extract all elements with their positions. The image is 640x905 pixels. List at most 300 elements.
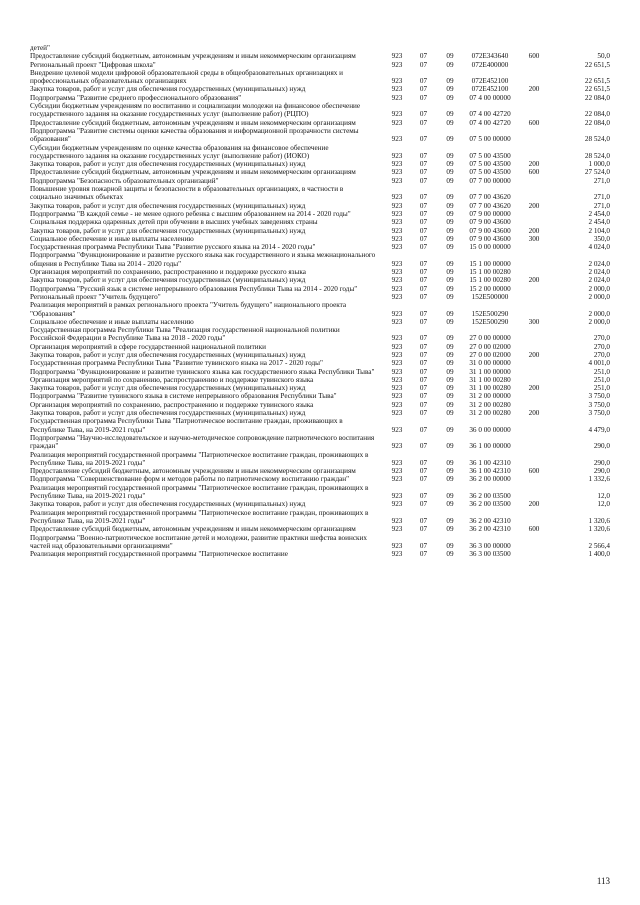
target-article-code: 36 2 00 00000	[469, 475, 511, 484]
section-code: 07	[419, 259, 428, 268]
subsection-code: 09	[446, 342, 454, 351]
section-code: 07	[419, 442, 428, 451]
amount: 22 651,5	[584, 77, 610, 86]
amount: 1 400,0	[588, 550, 610, 559]
target-article-code: 31 1 00 00280	[469, 375, 511, 384]
subsection-code: 09	[446, 400, 454, 409]
row-name: Подпрограмма "Научно-исследовательское и научно-методическое сопровождение патриотического воспитания граждан"	[30, 433, 375, 451]
subsection-code: 09	[446, 193, 454, 202]
row-name: Закупка товаров, работ и услуг для обеспечения государственных (муниципальных) нужд	[30, 160, 306, 169]
ministry-code: 923	[391, 359, 403, 368]
expense-type-code: 300	[528, 234, 540, 243]
expense-type-code: 600	[528, 467, 540, 476]
subsection-code: 09	[446, 541, 454, 550]
target-article-code: 36 2 00 42310	[469, 525, 511, 534]
table-row	[30, 525, 610, 533]
row-name: Подпрограмма "Русский язык в системе непрерывного образования Республики Тыва на 2014 - 2020 годы"	[30, 284, 358, 293]
amount: 2 104,0	[588, 226, 610, 235]
table-row	[30, 401, 610, 409]
target-article-code: 36 1 00 42310	[469, 467, 511, 476]
table-row	[30, 177, 610, 185]
table-row	[30, 144, 610, 161]
row-name: Предоставление субсидий бюджетным, автономным учреждениям и иным некоммерческим организациям	[30, 118, 356, 127]
table-row	[30, 268, 610, 276]
target-article-code: 07 9 00 43600	[469, 226, 511, 235]
subsection-code: 09	[446, 317, 454, 326]
row-name: Предоставление субсидий бюджетным, автономным учреждениям и иным некоммерческим организациям	[30, 525, 356, 534]
target-article-code: 27 0 00 02000	[469, 350, 511, 359]
section-code: 07	[419, 475, 428, 484]
expense-type-code: 200	[528, 350, 540, 359]
target-article-code: 07 5 00 43500	[469, 151, 511, 160]
target-article-code: 15 1 00 00000	[469, 259, 511, 268]
row-name: Предоставление субсидий бюджетным, автономным учреждениям и иным некоммерческим организациям	[30, 52, 356, 61]
subsection-code: 09	[446, 359, 454, 368]
ministry-code: 923	[391, 317, 403, 326]
ministry-code: 923	[391, 60, 403, 69]
subsection-code: 09	[446, 168, 454, 177]
row-name: Подпрограмма "В каждой семье - не менее одного ребенка с высшим образованием на 2014 - 2020 годы"	[30, 209, 351, 218]
subsection-code: 09	[446, 375, 454, 384]
subsection-code: 09	[446, 367, 454, 376]
target-article-code: 07 4 00 42720	[469, 110, 511, 119]
table-row	[30, 475, 610, 483]
subsection-code: 09	[446, 334, 454, 343]
subsection-code: 09	[446, 492, 454, 501]
expense-type-code: 200	[528, 85, 540, 94]
ministry-code: 923	[391, 425, 403, 434]
expense-type-code: 600	[528, 118, 540, 127]
table-row	[30, 293, 610, 301]
row-name: Государственная программа Республики Тыва "Реализация государственной национальной политики Российской Федерации в Республике Тыва на 2018 - 2020 годы"	[30, 326, 340, 343]
section-code: 07	[419, 93, 428, 102]
section-code: 07	[419, 375, 428, 384]
ministry-code: 923	[391, 292, 403, 301]
subsection-code: 09	[446, 85, 454, 94]
table-row	[30, 351, 610, 359]
ministry-code: 923	[391, 342, 403, 351]
target-article-code: 07 4 00 00000	[469, 93, 511, 102]
subsection-code: 09	[446, 160, 454, 169]
table-row	[30, 235, 610, 243]
section-code: 07	[419, 392, 428, 401]
ministry-code: 923	[391, 550, 403, 559]
row-name: Подпрограмма "Развитие среднего профессионального образования"	[30, 93, 242, 102]
amount: 251,0	[593, 375, 610, 384]
subsection-code: 09	[446, 384, 454, 393]
ministry-code: 923	[391, 110, 403, 119]
subsection-code: 09	[446, 209, 454, 218]
table-row	[30, 376, 610, 384]
section-code: 07	[419, 52, 428, 61]
row-name: Организация мероприятий по сохранению, распространению и поддержке тувинского языка	[30, 400, 314, 409]
table-row	[30, 69, 610, 86]
amount: 2 024,0	[588, 259, 610, 268]
subsection-code: 09	[446, 259, 454, 268]
subsection-code: 09	[446, 243, 454, 252]
amount: 4 479,0	[588, 425, 610, 434]
amount: 2 000,0	[588, 284, 610, 293]
section-code: 07	[419, 334, 428, 343]
ministry-code: 923	[391, 475, 403, 484]
table-row	[30, 467, 610, 475]
table-row	[30, 409, 610, 417]
subsection-code: 09	[446, 475, 454, 484]
amount: 271,0	[593, 176, 610, 185]
amount: 22 084,0	[584, 110, 610, 119]
section-code: 07	[419, 218, 428, 227]
section-code: 07	[419, 118, 428, 127]
subsection-code: 09	[446, 350, 454, 359]
ministry-code: 923	[391, 400, 403, 409]
amount: 2 566,4	[588, 541, 610, 550]
row-name: Закупка товаров, работ и услуг для обеспечения государственных (муниципальных) нужд	[30, 409, 306, 418]
amount: 290,0	[593, 442, 610, 451]
row-name: Региональный проект "Цифровая школа"	[30, 60, 156, 69]
amount: 12,0	[597, 492, 610, 501]
target-article-code: 152E500290	[471, 317, 509, 326]
expense-type-code: 200	[528, 201, 540, 210]
table-row	[30, 318, 610, 326]
table-row	[30, 359, 610, 367]
amount: 2 024,0	[588, 268, 610, 277]
row-name: Государственная программа Республики Тыва "Развитие тувинского языка на 2017 - 2020 годы"	[30, 359, 323, 368]
amount: 2 454,0	[588, 209, 610, 218]
section-code: 07	[419, 400, 428, 409]
ministry-code: 923	[391, 442, 403, 451]
ministry-code: 923	[391, 525, 403, 534]
row-name: детей"	[30, 44, 50, 52]
subsection-code: 09	[446, 292, 454, 301]
section-code: 07	[419, 425, 428, 434]
target-article-code: 07 9 00 43600	[469, 234, 511, 243]
ministry-code: 923	[391, 118, 403, 127]
target-article-code: 07 5 00 00000	[469, 135, 511, 144]
section-code: 07	[419, 516, 428, 525]
row-name: Подпрограмма "Развитие системы оценки качества образования и информационной прозрачности системы образования"	[30, 126, 359, 144]
subsection-code: 09	[446, 525, 454, 534]
row-name: Подпрограмма "Функционирование и развитие русского языка как государственного и языка межнационального общения в Республике Тыва на 2014 - 2020 годы"	[30, 251, 376, 268]
table-row	[30, 301, 610, 318]
table-row	[30, 102, 610, 119]
ministry-code: 923	[391, 85, 403, 94]
ministry-code: 923	[391, 193, 403, 202]
target-article-code: 36 2 00 03500	[469, 500, 511, 509]
amount: 2 000,0	[588, 309, 610, 318]
subsection-code: 09	[446, 467, 454, 476]
subsection-code: 09	[446, 458, 454, 467]
section-code: 07	[419, 525, 428, 534]
row-name: Региональный проект "Учитель будущего"	[30, 292, 161, 301]
section-code: 07	[419, 317, 428, 326]
table-row	[30, 500, 610, 508]
subsection-code: 09	[446, 226, 454, 235]
ministry-code: 923	[391, 268, 403, 277]
target-article-code: 072E400000	[471, 60, 509, 69]
section-code: 07	[419, 135, 428, 144]
subsection-code: 09	[446, 276, 454, 285]
row-name: Закупка товаров, работ и услуг для обеспечения государственных (муниципальных) нужд	[30, 276, 306, 285]
amount: 3 750,0	[588, 400, 610, 409]
table-row	[30, 484, 610, 501]
table-row	[30, 392, 610, 400]
ministry-code: 923	[391, 135, 403, 144]
ministry-code: 923	[391, 77, 403, 86]
target-article-code: 36 1 00 00000	[469, 442, 511, 451]
table-row	[30, 168, 610, 176]
ministry-code: 923	[391, 384, 403, 393]
section-code: 07	[419, 243, 428, 252]
amount: 270,0	[593, 350, 610, 359]
table-row	[30, 227, 610, 235]
target-article-code: 36 0 00 00000	[469, 425, 511, 434]
table-row	[30, 243, 610, 251]
amount: 350,0	[593, 234, 610, 243]
row-name: Закупка товаров, работ и услуг для обеспечения государственных (муниципальных) нужд	[30, 201, 306, 210]
subsection-code: 09	[446, 409, 454, 418]
row-name: Внедрение целевой модели цифровой образовательной среды в общеобразовательных организациях и профессиональных образовательных организациях	[30, 68, 343, 86]
section-code: 07	[419, 409, 428, 418]
amount: 22 651,5	[584, 60, 610, 69]
subsection-code: 09	[446, 60, 454, 69]
budget-table	[30, 44, 610, 558]
amount: 271,0	[593, 201, 610, 210]
amount: 4 001,0	[588, 359, 610, 368]
section-code: 07	[419, 209, 428, 218]
ministry-code: 923	[391, 176, 403, 185]
amount: 50,0	[597, 52, 610, 61]
row-name: Организация мероприятий в сфере государственной национальной политики	[30, 342, 266, 351]
table-row	[30, 384, 610, 392]
amount: 251,0	[593, 384, 610, 393]
subsection-code: 09	[446, 93, 454, 102]
target-article-code: 31 2 00 00280	[469, 400, 511, 409]
table-row	[30, 44, 610, 52]
section-code: 07	[419, 550, 428, 559]
ministry-code: 923	[391, 226, 403, 235]
row-name: Закупка товаров, работ и услуг для обеспечения государственных (муниципальных) нужд	[30, 350, 306, 359]
target-article-code: 07 5 00 43500	[469, 160, 511, 169]
target-article-code: 07 7 00 43620	[469, 193, 511, 202]
subsection-code: 09	[446, 201, 454, 210]
target-article-code: 36 2 00 03500	[469, 492, 511, 501]
row-name: Закупка товаров, работ и услуг для обеспечения государственных (муниципальных) нужд	[30, 226, 306, 235]
expense-type-code: 200	[528, 226, 540, 235]
table-row	[30, 160, 610, 168]
amount: 2 024,0	[588, 276, 610, 285]
row-name: Социальное обеспечение и иные выплаты населению	[30, 234, 194, 243]
subsection-code: 09	[446, 284, 454, 293]
row-name: Реализация мероприятий государственной программы "Патриотическое воспитание граждан, проживающих в Республике Тыва, на 2019-2021 годы"	[30, 508, 369, 525]
subsection-code: 09	[446, 77, 454, 86]
section-code: 07	[419, 151, 428, 160]
ministry-code: 923	[391, 209, 403, 218]
section-code: 07	[419, 359, 428, 368]
row-name: Закупка товаров, работ и услуг для обеспечения государственных (муниципальных) нужд	[30, 85, 306, 94]
amount: 251,0	[593, 367, 610, 376]
table-row	[30, 119, 610, 127]
row-name: Социальное обеспечение и иные выплаты населению	[30, 317, 194, 326]
amount: 270,0	[593, 334, 610, 343]
row-name: Реализация мероприятий государственной программы "Патриотическое воспитание граждан, проживающих в Республике Тыва, на 2019-2021 годы"	[30, 450, 369, 467]
subsection-code: 09	[446, 309, 454, 318]
row-name: Субсидии бюджетным учреждениям по оценке качества образования на финансовое обеспечение государственного задания на оказание государственных услуг (выполнение работ) (ИОКО)	[30, 143, 329, 160]
table-row	[30, 127, 610, 144]
subsection-code: 09	[446, 500, 454, 509]
amount: 1 000,0	[588, 160, 610, 169]
section-code: 07	[419, 292, 428, 301]
ministry-code: 923	[391, 276, 403, 285]
amount: 28 524,0	[584, 151, 610, 160]
ministry-code: 923	[391, 151, 403, 160]
target-article-code: 31 0 00 00000	[469, 359, 511, 368]
row-name: Реализация мероприятий государственной программы "Патриотическое воспитание граждан, проживающих в Республике Тыва, на 2019-2021 годы"	[30, 483, 369, 501]
amount: 290,0	[593, 458, 610, 467]
table-row	[30, 61, 610, 69]
ministry-code: 923	[391, 218, 403, 227]
amount: 3 750,0	[588, 392, 610, 401]
row-name: Подпрограмма "Функционирование и развитие тувинского языка как государственного языка Республики Тыва"	[30, 367, 375, 376]
target-article-code: 36 3 00 03500	[469, 550, 511, 559]
row-name: Подпрограмма "Совершенствование форм и методов работы по патриотическому воспитанию граждан"	[30, 475, 350, 484]
target-article-code: 15 1 00 00280	[469, 268, 511, 277]
amount: 271,0	[593, 193, 610, 202]
section-code: 07	[419, 350, 428, 359]
ministry-code: 923	[391, 234, 403, 243]
section-code: 07	[419, 492, 428, 501]
ministry-code: 923	[391, 500, 403, 509]
section-code: 07	[419, 201, 428, 210]
target-article-code: 152E500290	[471, 309, 509, 318]
row-name: Закупка товаров, работ и услуг для обеспечения государственных (муниципальных) нужд	[30, 384, 306, 393]
row-name: Государственная программа Республики Тыва "Патриотическое воспитание граждан, проживающих в Республике Тыва, на 2019-2021 годы"	[30, 417, 343, 434]
subsection-code: 09	[446, 135, 454, 144]
row-name: Закупка товаров, работ и услуг для обеспечения государственных (муниципальных) нужд	[30, 500, 306, 509]
target-article-code: 07 7 00 43620	[469, 201, 511, 210]
target-article-code: 31 1 00 00280	[469, 384, 511, 393]
ministry-code: 923	[391, 93, 403, 102]
row-name: Подпрограмма "Развитие тувинского языка в системе непрерывного образования Республики Тыва"	[30, 392, 337, 401]
row-name: Предоставление субсидий бюджетным, автономным учреждениям и иным некоммерческим организациям	[30, 467, 356, 476]
section-code: 07	[419, 268, 428, 277]
section-code: 07	[419, 342, 428, 351]
ministry-code: 923	[391, 492, 403, 501]
amount: 1 320,6	[588, 516, 610, 525]
section-code: 07	[419, 367, 428, 376]
section-code: 07	[419, 226, 428, 235]
subsection-code: 09	[446, 118, 454, 127]
subsection-code: 09	[446, 425, 454, 434]
ministry-code: 923	[391, 284, 403, 293]
amount: 2 000,0	[588, 317, 610, 326]
section-code: 07	[419, 160, 428, 169]
target-article-code: 072E452100	[471, 85, 509, 94]
table-row	[30, 85, 610, 93]
ministry-code: 923	[391, 458, 403, 467]
amount: 270,0	[593, 342, 610, 351]
expense-type-code: 200	[528, 409, 540, 418]
row-name: Предоставление субсидий бюджетным, автономным учреждениям и иным некоммерческим организациям	[30, 168, 356, 177]
target-article-code: 31 2 00 00000	[469, 392, 511, 401]
row-name: Подпрограмма "Безопасность образовательных организаций"	[30, 176, 219, 185]
target-article-code: 07 5 00 43500	[469, 168, 511, 177]
ministry-code: 923	[391, 467, 403, 476]
table-row	[30, 218, 610, 226]
table-row	[30, 52, 610, 60]
subsection-code: 09	[446, 550, 454, 559]
target-article-code: 15 1 00 00280	[469, 276, 511, 285]
table-row	[30, 285, 610, 293]
amount: 22 084,0	[584, 93, 610, 102]
ministry-code: 923	[391, 201, 403, 210]
expense-type-code: 300	[528, 317, 540, 326]
subsection-code: 09	[446, 268, 454, 277]
table-row	[30, 185, 610, 202]
row-name: Организация мероприятий по сохранению, распространению и поддержке русского языка	[30, 268, 306, 277]
ministry-code: 923	[391, 350, 403, 359]
subsection-code: 09	[446, 442, 454, 451]
table-row	[30, 210, 610, 218]
table-row	[30, 550, 610, 558]
expense-type-code: 600	[528, 525, 540, 534]
section-code: 07	[419, 309, 428, 318]
table-row	[30, 434, 610, 451]
ministry-code: 923	[391, 52, 403, 61]
subsection-code: 09	[446, 218, 454, 227]
table-row	[30, 326, 610, 343]
subsection-code: 09	[446, 392, 454, 401]
target-article-code: 07 4 00 42720	[469, 118, 511, 127]
expense-type-code: 200	[528, 160, 540, 169]
row-name: Реализация мероприятий государственной программы "Патриотическое воспитание	[30, 550, 288, 559]
amount: 27 524,0	[584, 168, 610, 177]
target-article-code: 072E452100	[471, 77, 509, 86]
section-code: 07	[419, 276, 428, 285]
row-name: Реализация мероприятий в рамках регионального проекта "Учитель будущего" национального проекта "Образования"	[30, 301, 347, 318]
section-code: 07	[419, 193, 428, 202]
target-article-code: 072E343640	[471, 52, 509, 61]
amount: 22 084,0	[584, 118, 610, 127]
table-row	[30, 509, 610, 526]
target-article-code: 36 2 00 42310	[469, 516, 511, 525]
row-name: Социальная поддержка одаренных детей при обучении в высших учебных заведениях страны	[30, 218, 318, 227]
ministry-code: 923	[391, 259, 403, 268]
amount: 2 000,0	[588, 292, 610, 301]
amount: 1 320,6	[588, 525, 610, 534]
subsection-code: 09	[446, 234, 454, 243]
subsection-code: 09	[446, 176, 454, 185]
expense-type-code: 200	[528, 384, 540, 393]
amount: 22 651,5	[584, 85, 610, 94]
target-article-code: 15 2 00 00000	[469, 284, 511, 293]
target-article-code: 152E500000	[471, 292, 509, 301]
target-article-code: 31 1 00 00000	[469, 367, 511, 376]
amount: 12,0	[597, 500, 610, 509]
row-name: Подпрограмма "Военно-патриотическое воспитание детей и молодежи, развитие практики шефства воинских частей над образовательными организациями"	[30, 533, 367, 550]
ministry-code: 923	[391, 309, 403, 318]
target-article-code: 15 0 00 00000	[469, 243, 511, 252]
row-name: Организация мероприятий по сохранению, распространению и поддержке тувинского языка	[30, 375, 314, 384]
ministry-code: 923	[391, 168, 403, 177]
target-article-code: 27 0 00 00000	[469, 334, 511, 343]
subsection-code: 09	[446, 110, 454, 119]
table-row	[30, 417, 610, 434]
section-code: 07	[419, 110, 428, 119]
table-row	[30, 343, 610, 351]
section-code: 07	[419, 467, 428, 476]
ministry-code: 923	[391, 160, 403, 169]
amount: 28 524,0	[584, 135, 610, 144]
